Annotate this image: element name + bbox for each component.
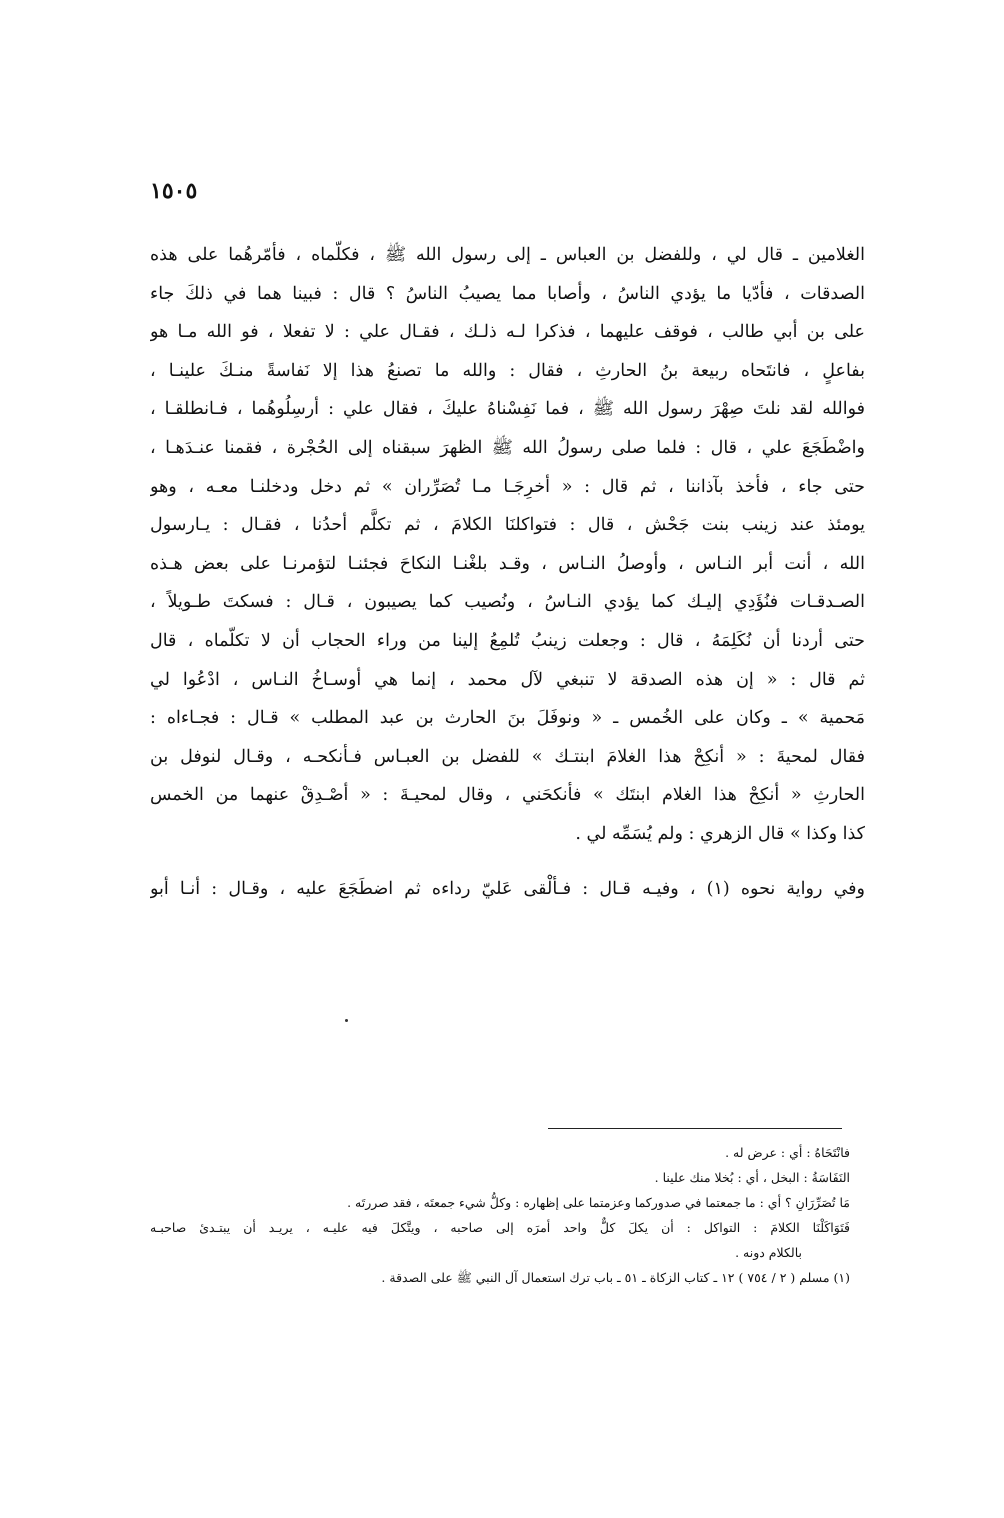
text-line: مَحمية » ـ وكان على الخُمس ـ « ونوفَلَ بنَ الحارث بن عبد المطلب » قـال : فجـاءاه : (150, 708, 865, 729)
footnote-gloss: فانْتَحَاهُ : أي : عرض له . (725, 1145, 850, 1160)
text-line: الغلامين ـ قال لي ، وللفضل بن العباس ـ إلى رسول الله ﷺ ، فكلّماه ، فأمّرهُما على هذه (150, 245, 865, 265)
footnote-gloss: مَا تُصَرِّرَانِ ؟ أي : ما جمعتما في صدوركما وعزمتما على إظهاره : وكلُّ شيء جمعتَه ، فقد صررتَه . (347, 1195, 850, 1210)
text-line: الصـدقـات فنُؤَدِي إليـك كما يؤدي النـاسُ ، ونُصيب كما يصيبون ، قـال : فسكتَ طـويلاً ، (150, 592, 865, 613)
footnote-gloss: فَتَوَاكَلْنَا الكلامَ : التواكل : أن يكلَ كلٌّ واحد أمرَه إلى صاحبه ، ويتَّكلَ فيه عليـه ، يريـد أن يبتـدئ صاحبـه (150, 1220, 850, 1235)
footnotes (150, 1140, 850, 1290)
text-line: بفاعلٍ ، فانتَحاه ربيعة بنُ الحارثِ ، فقال : والله ما تصنعُ هذا إلا نَفاسةً منـكَ علينـا ، (150, 360, 865, 381)
footnote-gloss-continuation: بالكلام دونه . (735, 1245, 802, 1260)
text-line: الحارثِ « أنكِحْ هذا الغلام ابنتَك » فأنكحَني ، وقال لمحيـةَ : « أصْـدِقْ عنهما من الخمس (150, 785, 865, 806)
text-line: وفي رواية نحوه (١) ، وفيـه قـال : فـألْقى عَليّ رداءه ثم اضطَجَعَ عليه ، وقـال : أنـا أبو (150, 878, 865, 899)
text-line: كذا وكذا » قال الزهري : ولم يُسَمِّه لي . (575, 823, 865, 844)
footnote-citation: (١) مسلم ( ٢ / ٧٥٤ ) ١٢ ـ كتاب الزكاة ـ ٥١ ـ باب ترك استعمال آل النبي ﷺ على الصدقة . (381, 1270, 850, 1285)
main-text (150, 236, 865, 908)
text-line: الله ، أنت أبر النـاس ، وأوصلُ النـاس ، وقـد بلغْنـا النكاحَ فجئنـا لتؤمرنـا على بعض هـذه (150, 553, 865, 574)
text-line: حتى جاء ، فأخذ بآذاننا ، ثم قال : « أخرِجَـا مـا تُصَرِّران » ثم دخل ودخلنـا معـه ، وهو (150, 476, 865, 497)
footnote-gloss: النَفَاسَةُ : البخل ، أي : بُخلا منك علينا . (654, 1170, 850, 1185)
text-line: الصدقات ، فأدّيا ما يؤدي الناسُ ، وأصابا مما يصيبُ الناسُ ؟ قال : فبينا هما في ذلكَ جاء (150, 283, 865, 304)
text-line: يومئذ عند زينب بنت جَحْش ، قال : فتواكلنَا الكلامَ ، ثم تكلَّم أحدُنا ، فقـال : يـارسول (150, 515, 865, 536)
text-line: ثم قال : « إن هذه الصدقة لا تنبغي لآل محمد ، إنما هي أوسـاخُ النـاس ، ادْعُوا لي (150, 669, 865, 690)
page-number: ١٥٠٥ (150, 178, 198, 204)
paragraph-gap (150, 854, 865, 870)
stray-dot (345, 1019, 348, 1022)
text-line: فقال لمحيةَ : « أنكِحْ هذا الغلامَ ابنتـك » للفضل بن العبـاس فـأنكحـه ، وقـال لنوفل بن (150, 746, 865, 767)
text-line: واضْطَجَعَ علي ، قال : فلما صلى رسولُ الله ﷺ الظهرَ سبقناه إلى الحُجْرة ، فقمنا عنـدَهـا ، (150, 437, 865, 458)
text-line: على بن أبي طالب ، فوقف عليهما ، فذكرا لـه ذلـك ، فقـال علي : لا تفعلا ، فو الله مـا هو (150, 322, 865, 343)
text-line: فوالله لقد نلتَ صِهْرَ رسول الله ﷺ ، فما نَفِسْناهُ عليكَ ، فقال علي : أرسِلُوهُما ، فـانطلقـا ، (150, 399, 865, 420)
text-line: حتى أردنا أن نُكَلِمَهُ ، قال : وجعلت زينبُ تُلمِعُ إلينا من وراء الحجاب أن لا تكلّماه ، قال (150, 630, 865, 651)
paragraph-variant-narration (150, 870, 865, 909)
paragraph-hadith (150, 236, 865, 854)
footnote-separator (548, 1128, 842, 1129)
